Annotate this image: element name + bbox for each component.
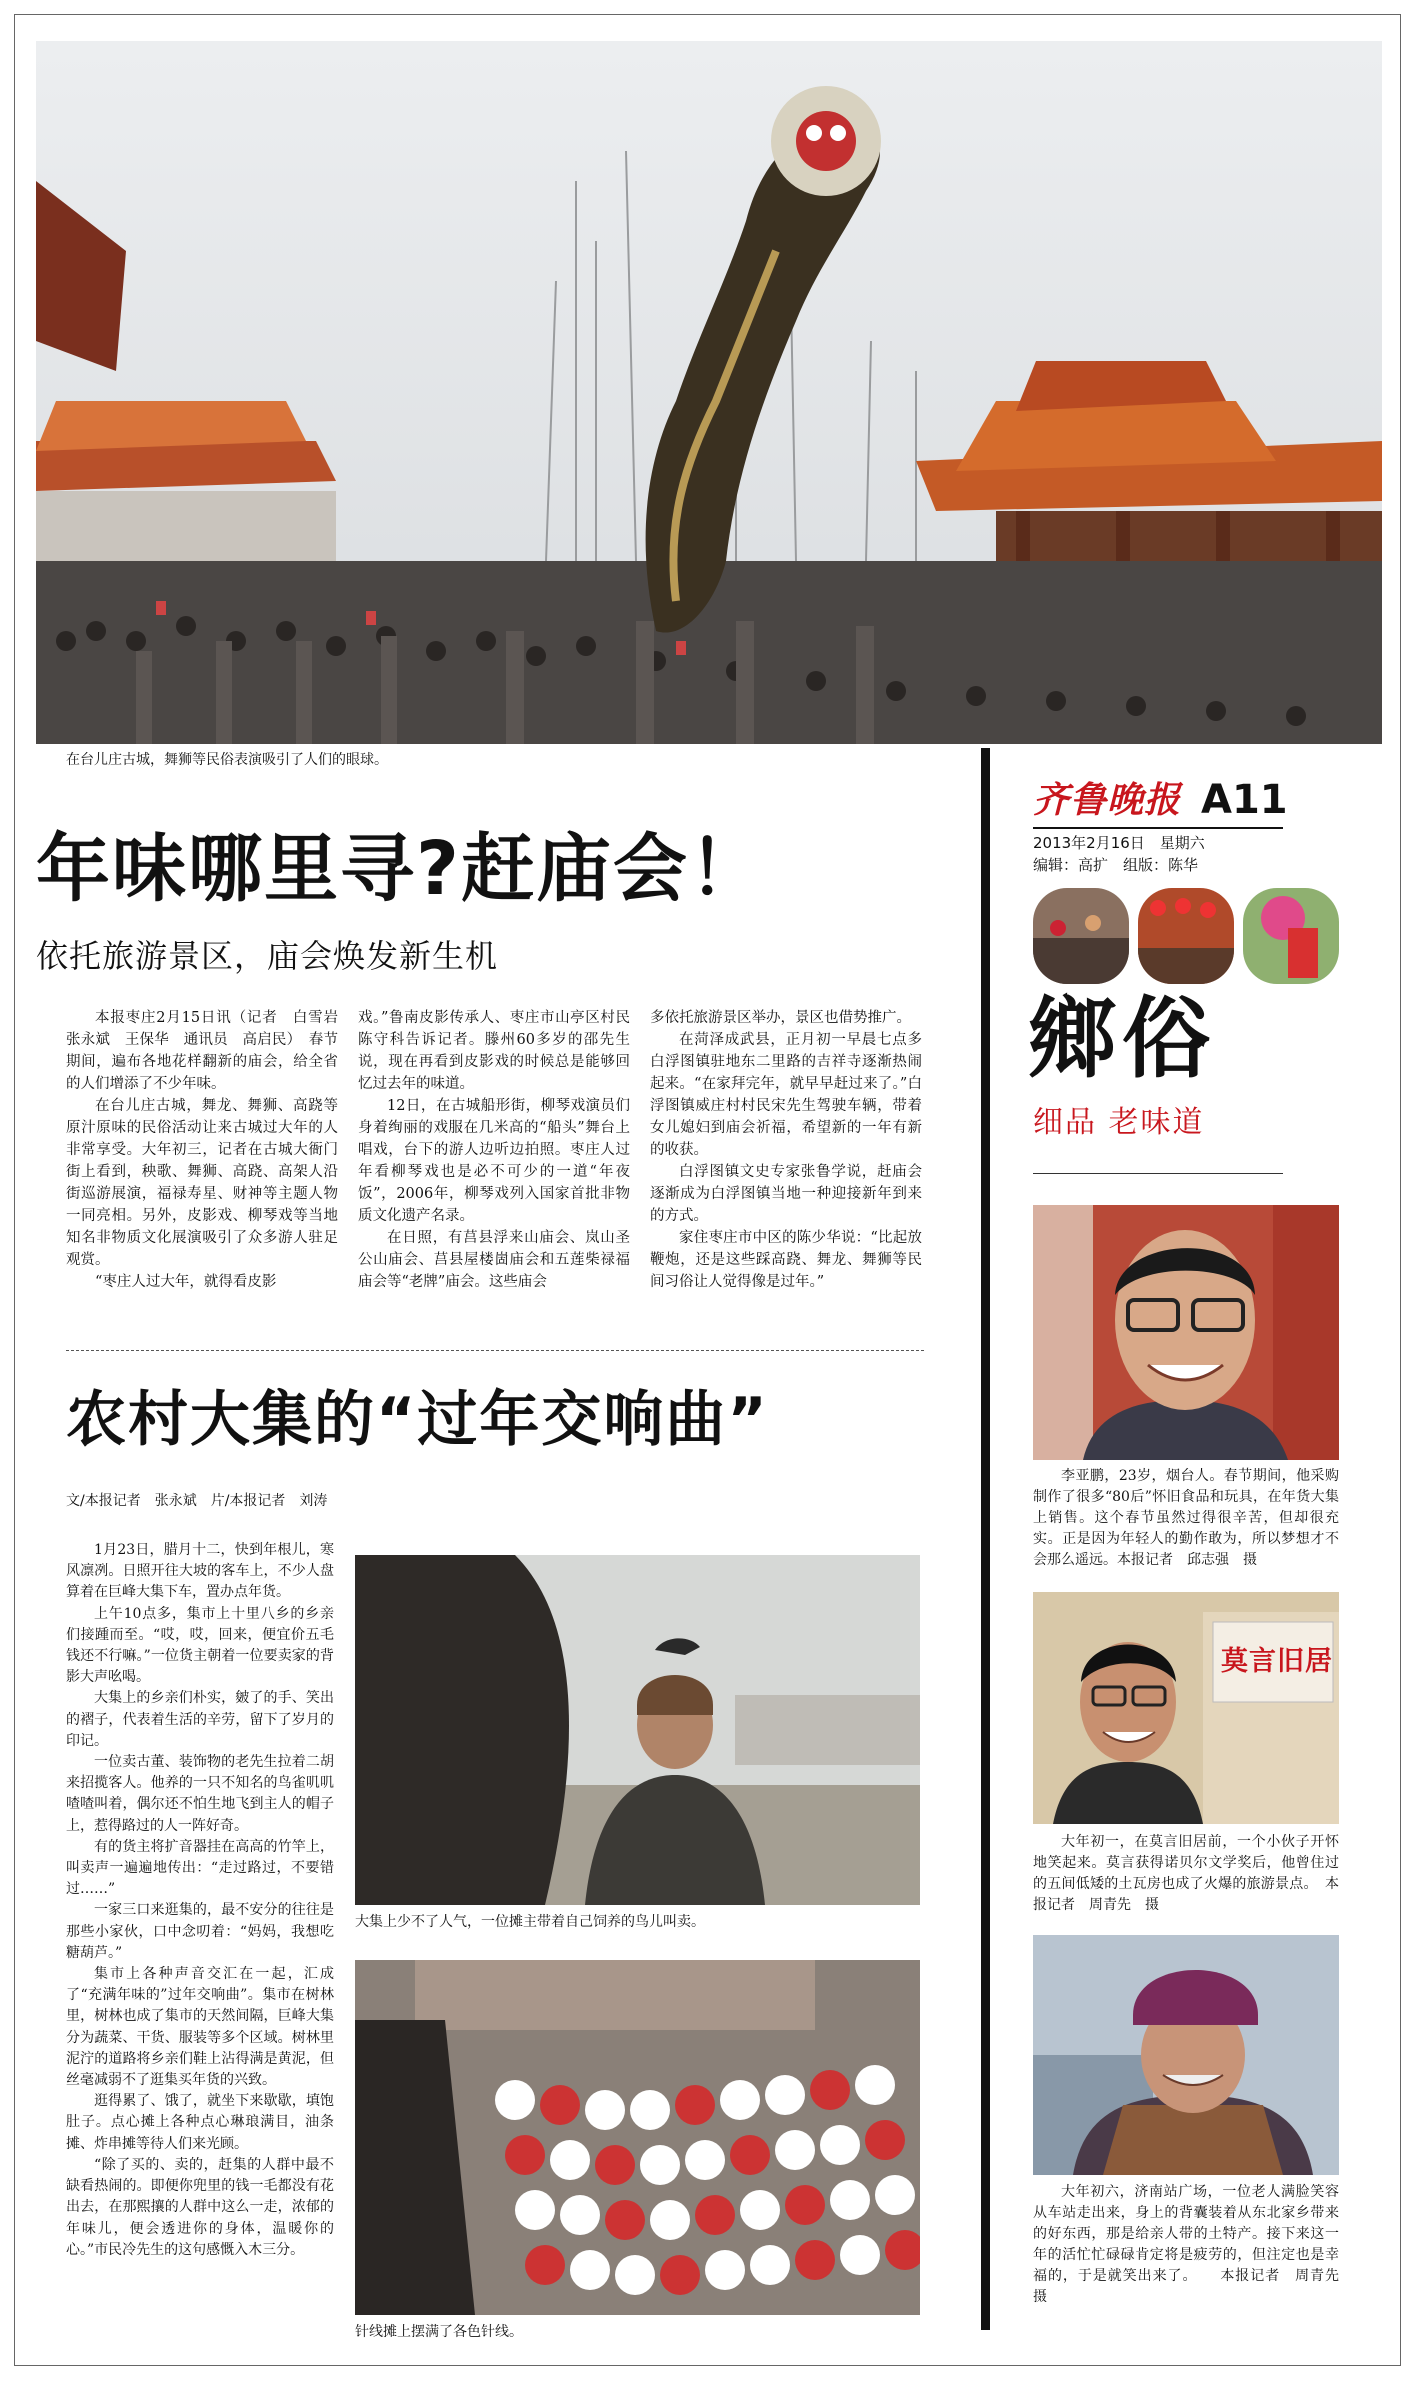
sidebar-photo3-caption xyxy=(1033,2182,1353,2308)
section-subtitle: 细品 老味道 xyxy=(1033,1105,1205,1140)
section-thumb-2 xyxy=(1138,888,1234,984)
sidebar-photo2-caption-text: 大年初一，在莫言旧居前，一个小伙子开怀地笑起来。莫言获得诺贝尔文学奖后，他曾住过的五间低矮的土瓦房也成了火爆的旅游景点。 本报记者 周青先 摄 xyxy=(1033,1834,1339,1913)
article2-p7: 集市上各种声音交汇在一起，汇成了“充满年味的”过年交响曲”。集市在树林里，树林也成了集市的天然间隔，巨峰大集分为蔬菜、干货、服装等多个区域。树林里泥泞的道路将乡亲们鞋上沾得满是黄泥，但丝毫减弱不了逛集买年货的兴致。 xyxy=(66,1966,334,2089)
sidebar-photo3-caption-text: 大年初六，济南站广场，一位老人满脸笑容从车站走出来，身上的背囊装着从东北家乡带来的好东西，那是给亲人带的土特产。接下来这一年的活忙忙碌碌肯定将是疲劳的，但注定也是幸福的，于是就笑出来了。 本报记者 周青先 摄 xyxy=(1033,2184,1353,2305)
article2-p5: 有的货主将扩音器挂在高高的竹竿上，叫卖声一遍遍地传出：“走过路过，不要错过……” xyxy=(66,1838,334,1898)
article2-body xyxy=(66,1540,334,2261)
article1-col2-p2: 12日，在古城船形街，柳琴戏演员们身着绚丽的戏服在几米高的“船头”舞台上唱戏，台下的游人边听边拍照。枣庄人过年看柳琴戏也是必不可少的一道“年夜饭”，2006年，柳琴戏列入国家首批非物质文化遗产名录。 xyxy=(358,1098,630,1224)
article2-p4: 一位卖古董、装饰物的老先生拉着二胡来招揽客人。他养的一只不知名的鸟雀叽叽喳喳叫着，偶尔还不怕生地飞到主人的帽子上，惹得路过的人一阵好奇。 xyxy=(66,1754,334,1834)
article2-photo-thread-stall xyxy=(355,1960,920,2315)
moyan-house-sign: 莫言旧居 xyxy=(1221,1646,1333,1677)
sidebar-photo-old-woman xyxy=(1033,1935,1339,2175)
article1-col3-p3: 白浮图镇文史专家张鲁学说，赶庙会逐渐成为白浮图镇当地一种迎接新年到来的方式。 xyxy=(650,1164,922,1224)
editors-line: 编辑：高扩 组版：陈华 xyxy=(1033,856,1199,874)
masthead-bottom-rule xyxy=(1033,1173,1283,1174)
article1-subhead: 依托旅游景区，庙会焕发新生机 xyxy=(36,937,499,975)
sidebar-photo-young-man-glasses xyxy=(1033,1205,1339,1460)
sidebar-photo-moyan-house xyxy=(1033,1592,1339,1824)
article2-p3: 大集上的乡亲们朴实，皴了的手、笑出的褶子，代表着生活的辛劳，留下了岁月的印记。 xyxy=(66,1690,334,1749)
article1-col1 xyxy=(66,1007,353,1293)
article2-p1: 1月23日，腊月十二，快到年根儿，寒风凛冽。日照开往大坡的客车上，不少人盘算着在巨峰大集下车，置办点年货。 xyxy=(66,1542,334,1601)
page-number: A11 xyxy=(1201,777,1288,823)
section-thumb-1 xyxy=(1033,888,1129,984)
top-photo-lion-dance xyxy=(36,41,1382,744)
column-rule xyxy=(981,748,990,2330)
article2-p6: 一家三口来逛集的，最不安分的往往是那些小家伙，口中念叨着：“妈妈，我想吃糖葫芦。” xyxy=(66,1902,334,1961)
article2-headline: 农村大集的“过年交响曲” xyxy=(66,1385,769,1455)
article1-col1-p3: “枣庄人过大年，就得看皮影 xyxy=(95,1274,277,1290)
article1-headline: 年味哪里寻?赶庙会！ xyxy=(36,826,765,912)
article2-photo1-caption: 大集上少不了人气，一位摊主带着自己饲养的鸟儿叫卖。 xyxy=(355,1914,705,1930)
section-thumb-3 xyxy=(1243,888,1339,984)
article1-col3 xyxy=(650,1007,922,1293)
article2-photo2-caption: 针线摊上摆满了各色针线。 xyxy=(355,2324,523,2340)
article2-p9: “除了买的、卖的，赶集的人群中最不缺看热闹的。即便你兜里的钱一毛都没有花出去，在那熙攘的人群中这么一走，浓郁的年味儿，便会透进你的身体，温暖你的心。”市民冷先生的这句感慨入木三分。 xyxy=(66,2156,334,2258)
article1-col3-p1: 多依托旅游景区举办，景区也借势推广。 xyxy=(650,1010,911,1026)
article2-p2: 上午10点多，集市上十里八乡的乡亲们接踵而至。“哎，哎，回来，便宜价五毛钱还不行嘛。”一位货主朝着一位要卖家的背影大声吆喝。 xyxy=(66,1605,334,1686)
article2-photo-bird-seller xyxy=(355,1555,920,1905)
sidebar-photo2-caption xyxy=(1033,1832,1339,1916)
paper-name-logo: 齐鲁晚报 xyxy=(1033,779,1182,821)
masthead-rule xyxy=(1033,827,1283,829)
article1-col3-p2: 在菏泽成武县，正月初一早晨七点多白浮图镇驻地东二里路的吉祥寺逐渐热闹起来。“在家拜完年，就早早赶过来了。”白浮图镇威庄村村民宋先生驾驶车辆，带着女儿媳妇到庙会祈福，希望新的一年有新的收获。 xyxy=(650,1032,922,1158)
article1-col2-p3: 在日照，有莒县浮来山庙会、岚山圣公山庙会、莒县屋楼崮庙会和五莲柴禄福庙会等“老牌”庙会。这些庙会 xyxy=(358,1230,630,1290)
article-divider xyxy=(66,1350,924,1351)
article1-col3-p4: 家住枣庄市中区的陈少华说：“比起放鞭炮，还是这些踩高跷、舞龙、舞狮等民间习俗让人觉得像是过年。” xyxy=(650,1230,922,1290)
article2-p8: 逛得累了、饿了，就坐下来歇歇，填饱肚子。点心摊上各种点心琳琅满目，油条摊、炸串摊等待人们来光顾。 xyxy=(66,2093,334,2152)
section-title-calligraphy: 鄉俗 xyxy=(1028,986,1217,1090)
article1-col2 xyxy=(358,1007,630,1293)
article2-byline: 文/本报记者 张永斌 片/本报记者 刘涛 xyxy=(66,1493,328,1509)
sidebar-photo1-caption-text: 李亚鹏，23岁，烟台人。春节期间，他采购制作了很多“80后”怀旧食品和玩具，在年货大集上销售。这个春节虽然过得很辛苦，但却很充实。正是因为年轻人的勤作敢为，所以梦想才不会那么遥远。本报记者 邱志强 摄 xyxy=(1033,1468,1339,1568)
top-photo-caption: 在台儿庄古城，舞狮等民俗表演吸引了人们的眼球。 xyxy=(66,752,388,768)
article1-col2-p1: 戏。”鲁南皮影传承人、枣庄市山亭区村民陈守科告诉记者。滕州60多岁的邵先生说，现在再看到皮影戏的时候总是能够回忆过去年的味道。 xyxy=(358,1010,630,1092)
article1-col1-p2: 在台儿庄古城，舞龙、舞狮、高跷等原汁原味的民俗活动让来古城过大年的人非常享受。大年初三，记者在古城大衙门街上看到，秧歌、舞狮、高跷、高架人沿街巡游展演，福禄寿星、财神等主题人物一同亮相。另外，皮影戏、柳琴戏等当地知名非物质文化展演吸引了众多游人驻足观赏。 xyxy=(66,1098,338,1268)
issue-date: 2013年2月16日 星期六 xyxy=(1033,834,1205,852)
article1-col1-p1: 本报枣庄2月15日讯（记者 白雪岩 张永斌 王保华 通讯员 高启民） 春节期间，遍布各地花样翻新的庙会，给全省的人们增添了不少年味。 xyxy=(66,1010,353,1092)
sidebar-photo1-caption xyxy=(1033,1466,1339,1571)
